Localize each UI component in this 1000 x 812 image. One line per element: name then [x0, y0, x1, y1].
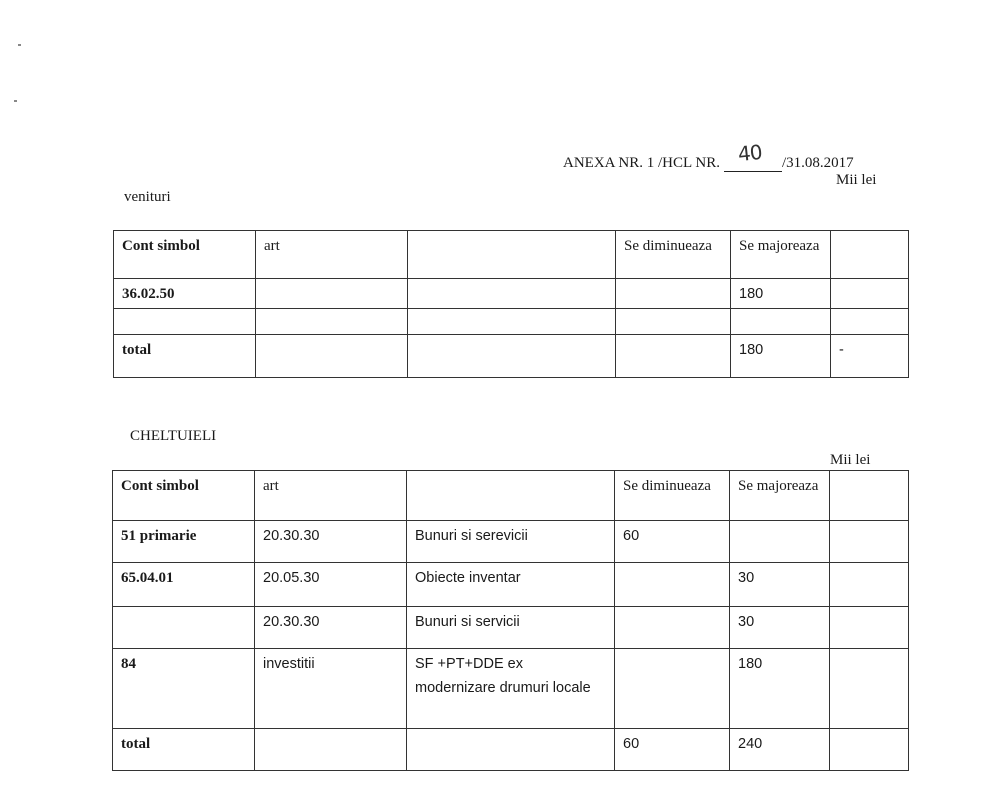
header-cont-simbol: Cont simbol: [114, 231, 256, 279]
cell-se-majoreaza: 30: [730, 607, 830, 649]
header-blank: [831, 231, 909, 279]
cell-art: [256, 309, 408, 335]
header-blank: [408, 231, 616, 279]
cell-se-majoreaza: 180: [730, 649, 830, 729]
hcl-number-blank: [724, 139, 782, 172]
header-se-majoreaza: Se majoreaza: [730, 471, 830, 521]
cell-se-majoreaza: 30: [730, 563, 830, 607]
annex-date: /31.08.2017: [781, 155, 854, 171]
cell-description: Obiecte inventar: [407, 563, 615, 607]
cell-se-majoreaza: [730, 521, 830, 563]
annex-reference: [563, 139, 854, 172]
cell-extra: [830, 729, 909, 771]
table-header-row: [114, 231, 909, 279]
cell-extra: [831, 309, 909, 335]
cell-description: SF +PT+DDE ex modernizare drumuri locale: [407, 649, 615, 729]
table-row: [113, 521, 909, 563]
header-se-majoreaza: Se majoreaza: [731, 231, 831, 279]
scan-speck: [18, 44, 21, 46]
cell-extra: [830, 607, 909, 649]
cell-cont-simbol: 84: [113, 649, 255, 729]
header-se-diminueaza: Se diminueaza: [616, 231, 731, 279]
cell-se-diminueaza: 60: [615, 521, 730, 563]
cell-description: [407, 729, 615, 771]
unit-label-top: Mii lei: [836, 172, 877, 188]
cell-cont-simbol: total: [113, 729, 255, 771]
cell-description: [408, 279, 616, 309]
header-art: art: [256, 231, 408, 279]
cell-art: 20.05.30: [255, 563, 407, 607]
scan-speck: [14, 100, 17, 102]
cell-extra: [830, 563, 909, 607]
cell-se-diminueaza: [615, 649, 730, 729]
hcl-number-handwritten: 40: [736, 139, 763, 167]
table-row: [114, 279, 909, 309]
header-art: art: [255, 471, 407, 521]
header-blank: [407, 471, 615, 521]
cell-se-diminueaza: [616, 335, 731, 378]
cell-extra: [830, 649, 909, 729]
cell-cont-simbol: [113, 607, 255, 649]
venituri-label: venituri: [124, 189, 171, 205]
cell-extra: -: [831, 335, 909, 378]
table-row: [113, 649, 909, 729]
cell-cont-simbol: total: [114, 335, 256, 378]
table-row: [113, 563, 909, 607]
table-row: [113, 607, 909, 649]
cell-extra: [830, 521, 909, 563]
cell-art: investitii: [255, 649, 407, 729]
cell-art: [256, 279, 408, 309]
unit-label-cheltuieli: Mii lei: [830, 452, 871, 468]
cell-art: 20.30.30: [255, 607, 407, 649]
header-cont-simbol: Cont simbol: [113, 471, 255, 521]
cheltuieli-label: CHELTUIELI: [130, 428, 217, 444]
cell-extra: [831, 279, 909, 309]
cell-description: Bunuri si servicii: [407, 607, 615, 649]
cell-description: [408, 309, 616, 335]
header-se-diminueaza: Se diminueaza: [615, 471, 730, 521]
cell-se-majoreaza: 180: [731, 279, 831, 309]
table-row-total: [114, 335, 909, 378]
cell-description: Bunuri si serevicii: [407, 521, 615, 563]
header-blank: [830, 471, 909, 521]
cell-description: [408, 335, 616, 378]
venituri-table: [113, 230, 909, 378]
cell-cont-simbol: 36.02.50: [114, 279, 256, 309]
cheltuieli-table: [112, 470, 909, 771]
table-row: [114, 309, 909, 335]
cell-art: [255, 729, 407, 771]
cell-se-majoreaza: [731, 309, 831, 335]
cell-art: [256, 335, 408, 378]
cell-se-diminueaza: [615, 563, 730, 607]
cell-se-diminueaza: [615, 607, 730, 649]
table-row-total: [113, 729, 909, 771]
cell-cont-simbol: [114, 309, 256, 335]
cell-cont-simbol: 65.04.01: [113, 563, 255, 607]
cell-se-diminueaza: [616, 309, 731, 335]
cell-cont-simbol: 51 primarie: [113, 521, 255, 563]
table-header-row: [113, 471, 909, 521]
cell-se-diminueaza: 60: [615, 729, 730, 771]
cell-art: 20.30.30: [255, 521, 407, 563]
cell-se-majoreaza: 180: [731, 335, 831, 378]
cell-se-diminueaza: [616, 279, 731, 309]
cell-se-majoreaza: 240: [730, 729, 830, 771]
annex-prefix: ANEXA NR. 1 /HCL NR.: [563, 155, 720, 171]
